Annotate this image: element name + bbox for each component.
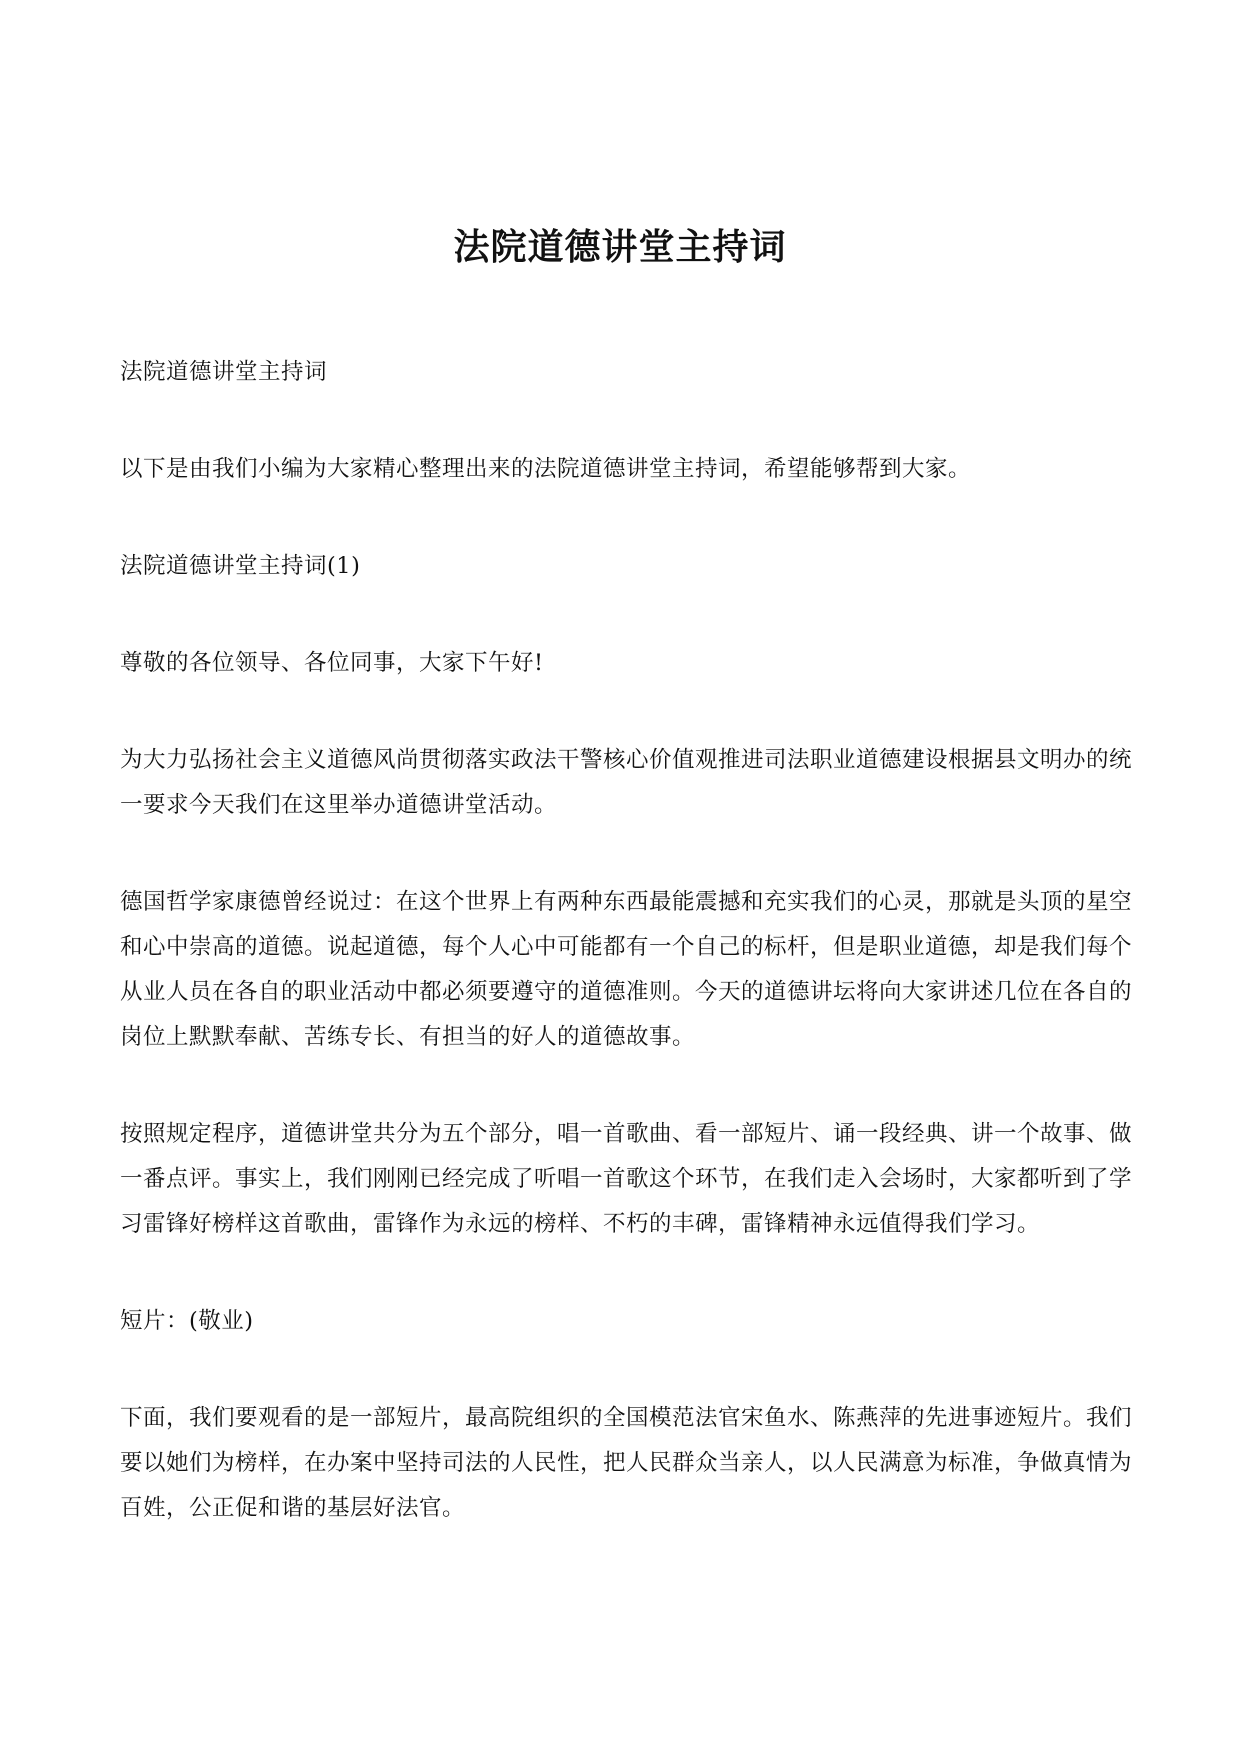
paragraph-greeting: 尊敬的各位领导、各位同事，大家下午好!: [120, 650, 544, 676]
paragraph-short-film-intro: 下面，我们要观看的是一部短片，最高院组织的全国模范法官宋鱼水、陈燕萍的先进事迹短片。我们要以她们为榜样，在办案中坚持司法的人民性，把人民群众当亲人，以人民满意为标准，争做真情为百姓，公正促和谐的基层好法官。: [120, 1405, 1133, 1521]
document-body: [120, 350, 1132, 1583]
paragraph-short-film-label: 短片：(敬业): [120, 1308, 254, 1334]
paragraph-program-outline: 按照规定程序，道德讲堂共分为五个部分，唱一首歌曲、看一部短片、诵一段经典、讲一个故事、做一番点评。事实上，我们刚刚已经完成了听唱一首歌这个环节，在我们走入会场时，大家都听到了学习雷锋好榜样这首歌曲，雷锋作为永远的榜样、不朽的丰碑，雷锋精神永远值得我们学习。: [120, 1121, 1133, 1237]
paragraph-section-heading: 法院道德讲堂主持词(1): [120, 553, 361, 579]
paragraph-kant-quote: 德国哲学家康德曾经说过：在这个世界上有两种东西最能震撼和充实我们的心灵，那就是头顶的星空和心中崇高的道德。说起道德，每个人心中可能都有一个自己的标杆，但是职业道德，却是我们每个从业人员在各自的职业活动中都必须要遵守的道德准则。今天的道德讲坛将向大家讲述几位在各自的岗位上默默奉献、苦练专长、有担当的好人的道德故事。: [120, 889, 1133, 1050]
paragraph-intro: 以下是由我们小编为大家精心整理出来的法院道德讲堂主持词，希望能够帮到大家。: [120, 456, 972, 482]
paragraph-subtitle: 法院道德讲堂主持词: [120, 359, 328, 385]
paragraph-purpose: 为大力弘扬社会主义道德风尚贯彻落实政法干警核心价值观推进司法职业道德建设根据县文明办的统一要求今天我们在这里举办道德讲堂活动。: [120, 747, 1133, 818]
document-title: 法院道德讲堂主持词: [453, 226, 787, 268]
